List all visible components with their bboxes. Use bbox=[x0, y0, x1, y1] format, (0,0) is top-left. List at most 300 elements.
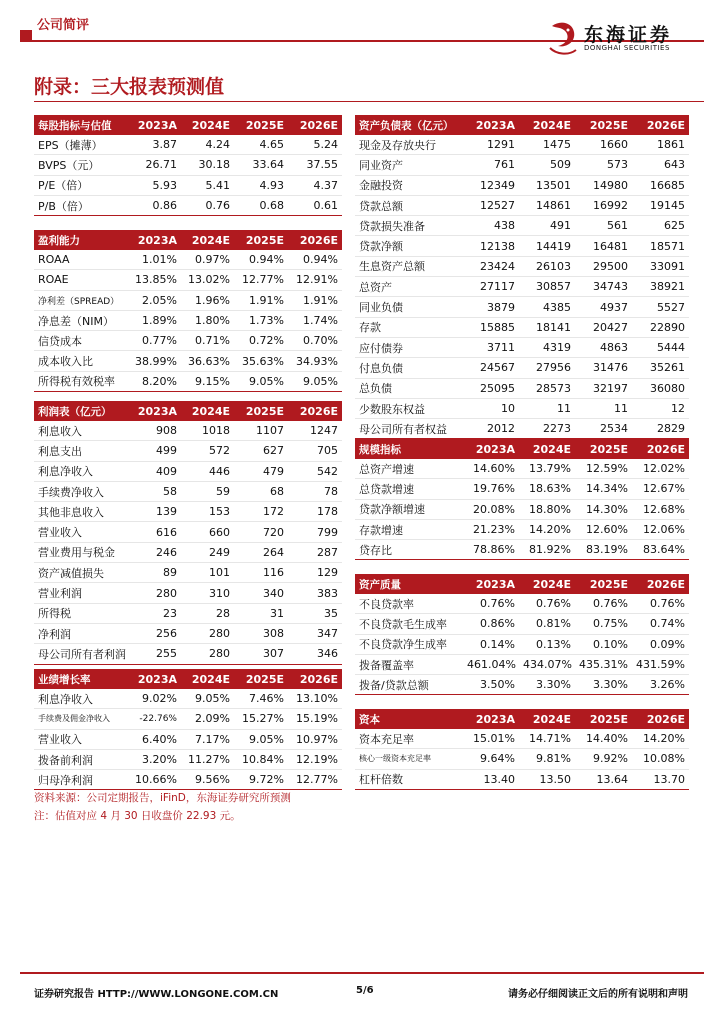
value-cell: 561 bbox=[575, 216, 632, 236]
table-header-row bbox=[355, 709, 689, 729]
table-row bbox=[34, 195, 342, 215]
year-header: 2023A bbox=[463, 709, 519, 729]
value-cell: 340 bbox=[234, 583, 288, 603]
value-cell: 616 bbox=[128, 522, 181, 542]
value-cell: 81.92% bbox=[519, 540, 575, 560]
value-cell: 2273 bbox=[519, 419, 575, 439]
table-row bbox=[355, 256, 689, 276]
value-cell: 21.23% bbox=[463, 519, 519, 539]
table-row bbox=[34, 310, 342, 330]
value-cell: 4.93 bbox=[234, 175, 288, 195]
value-cell: 59 bbox=[181, 481, 234, 501]
value-cell: 33091 bbox=[632, 256, 689, 276]
row-label: 归母净利润 bbox=[34, 770, 128, 790]
table-row bbox=[355, 216, 689, 236]
value-cell: 178 bbox=[288, 502, 342, 522]
value-cell: 12.19% bbox=[288, 749, 342, 769]
year-header: 2024E bbox=[181, 669, 234, 689]
value-cell: 3.20% bbox=[128, 749, 181, 769]
value-cell: 30857 bbox=[519, 277, 575, 297]
value-cell: 19.76% bbox=[463, 479, 519, 499]
table-row bbox=[355, 317, 689, 337]
value-cell: 12.77% bbox=[234, 270, 288, 290]
row-label: 利息收入 bbox=[34, 421, 128, 441]
value-cell: 0.70% bbox=[288, 331, 342, 351]
year-header: 2023A bbox=[128, 669, 181, 689]
row-label: 信贷成本 bbox=[34, 331, 128, 351]
value-cell: 16481 bbox=[575, 236, 632, 256]
value-cell: 255 bbox=[128, 644, 181, 664]
row-label: 总资产增速 bbox=[355, 459, 463, 479]
table-row bbox=[355, 175, 689, 195]
value-cell: 14980 bbox=[575, 175, 632, 195]
value-cell: 5444 bbox=[632, 337, 689, 357]
value-cell: 0.10% bbox=[575, 634, 632, 654]
value-cell: 16685 bbox=[632, 175, 689, 195]
row-label: 拨备前利润 bbox=[34, 749, 128, 769]
row-label: EPS（摊薄） bbox=[34, 135, 128, 155]
value-cell: 6.40% bbox=[128, 729, 181, 749]
value-cell: 0.81% bbox=[519, 614, 575, 634]
value-cell: 27956 bbox=[519, 358, 575, 378]
year-header: 2023A bbox=[463, 439, 519, 459]
table-row bbox=[355, 729, 689, 749]
table-row bbox=[355, 614, 689, 634]
value-cell: 4.37 bbox=[288, 175, 342, 195]
row-label: 净利差（SPREAD） bbox=[34, 290, 128, 310]
row-label: 利息净收入 bbox=[34, 689, 128, 709]
value-cell: 9.05% bbox=[234, 729, 288, 749]
value-cell: 12.67% bbox=[632, 479, 689, 499]
value-cell: 15.01% bbox=[463, 729, 519, 749]
value-cell: 12138 bbox=[463, 236, 519, 256]
value-cell: 18141 bbox=[519, 317, 575, 337]
logo-text-en: DONGHAI SECURITIES bbox=[584, 44, 670, 52]
table-row bbox=[355, 749, 689, 769]
value-cell: 7.46% bbox=[234, 689, 288, 709]
value-cell: 4.24 bbox=[181, 135, 234, 155]
value-cell: 12.59% bbox=[575, 459, 632, 479]
value-cell: 12.60% bbox=[575, 519, 632, 539]
value-cell: 625 bbox=[632, 216, 689, 236]
value-cell: 2.05% bbox=[128, 290, 181, 310]
value-cell: 1018 bbox=[181, 421, 234, 441]
value-cell: 30.18 bbox=[181, 155, 234, 175]
value-cell: 14.20% bbox=[519, 519, 575, 539]
row-label: 所得税有效税率 bbox=[34, 371, 128, 391]
value-cell: 0.72% bbox=[234, 331, 288, 351]
value-cell: 13.10% bbox=[288, 689, 342, 709]
row-label: 总资产 bbox=[355, 277, 463, 297]
table-row bbox=[355, 540, 689, 560]
value-cell: 1.80% bbox=[181, 310, 234, 330]
value-cell: 287 bbox=[288, 542, 342, 562]
valuation-note: 注：估值对应 4 月 30 日收盘价 22.93 元。 bbox=[34, 810, 241, 822]
row-label: 应付债券 bbox=[355, 337, 463, 357]
row-label: 利息净收入 bbox=[34, 461, 128, 481]
table-header-row bbox=[355, 574, 689, 594]
table-row bbox=[34, 270, 342, 290]
table-row bbox=[34, 421, 342, 441]
value-cell: 27117 bbox=[463, 277, 519, 297]
table-row bbox=[34, 290, 342, 310]
value-cell: 409 bbox=[128, 461, 181, 481]
row-label: 营业收入 bbox=[34, 729, 128, 749]
value-cell: 25095 bbox=[463, 378, 519, 398]
value-cell: 58 bbox=[128, 481, 181, 501]
value-cell: 572 bbox=[181, 441, 234, 461]
header-section-label: 公司简评 bbox=[37, 18, 90, 33]
value-cell: 0.86 bbox=[128, 195, 181, 215]
value-cell: 5.24 bbox=[288, 135, 342, 155]
value-cell: 0.94% bbox=[288, 250, 342, 270]
value-cell: 14.34% bbox=[575, 479, 632, 499]
value-cell: 346 bbox=[288, 644, 342, 664]
row-label: 同业资产 bbox=[355, 155, 463, 175]
value-cell: 4319 bbox=[519, 337, 575, 357]
value-cell: 246 bbox=[128, 542, 181, 562]
value-cell: 19145 bbox=[632, 195, 689, 215]
value-cell: 13.40 bbox=[463, 769, 519, 789]
year-header: 2026E bbox=[632, 439, 689, 459]
table-row bbox=[34, 371, 342, 391]
year-header: 2024E bbox=[519, 574, 575, 594]
table-header-row bbox=[34, 669, 342, 689]
value-cell: 14.30% bbox=[575, 499, 632, 519]
value-cell: 280 bbox=[128, 583, 181, 603]
row-label: 同业负债 bbox=[355, 297, 463, 317]
value-cell: 0.74% bbox=[632, 614, 689, 634]
row-label: 不良贷款净生成率 bbox=[355, 634, 463, 654]
table-row bbox=[34, 729, 342, 749]
value-cell: 310 bbox=[181, 583, 234, 603]
value-cell: 280 bbox=[181, 623, 234, 643]
table-header-row bbox=[355, 439, 689, 459]
table-title: 业绩增长率 bbox=[34, 669, 128, 689]
year-header: 2024E bbox=[519, 115, 575, 135]
value-cell: 0.76% bbox=[575, 594, 632, 614]
value-cell: 18.80% bbox=[519, 499, 575, 519]
row-label: 营业收入 bbox=[34, 522, 128, 542]
value-cell: 83.19% bbox=[575, 540, 632, 560]
value-cell: 153 bbox=[181, 502, 234, 522]
value-cell: 10.66% bbox=[128, 770, 181, 790]
table-header-row bbox=[34, 115, 342, 135]
value-cell: 446 bbox=[181, 461, 234, 481]
value-cell: 13.50 bbox=[519, 769, 575, 789]
value-cell: 38.99% bbox=[128, 351, 181, 371]
value-cell: 12 bbox=[632, 398, 689, 418]
table-title: 盈利能力 bbox=[34, 230, 128, 250]
value-cell: 35261 bbox=[632, 358, 689, 378]
value-cell: 16992 bbox=[575, 195, 632, 215]
value-cell: 14.60% bbox=[463, 459, 519, 479]
table-row bbox=[355, 499, 689, 519]
year-header: 2024E bbox=[519, 709, 575, 729]
table-row bbox=[355, 594, 689, 614]
year-header: 2025E bbox=[575, 439, 632, 459]
value-cell: 10.08% bbox=[632, 749, 689, 769]
row-label: 拨备/贷款总额 bbox=[355, 675, 463, 695]
value-cell: 5.41 bbox=[181, 175, 234, 195]
value-cell: 0.97% bbox=[181, 250, 234, 270]
value-cell: 32197 bbox=[575, 378, 632, 398]
year-header: 2023A bbox=[128, 401, 181, 421]
value-cell: 12.77% bbox=[288, 770, 342, 790]
row-label: 总负债 bbox=[355, 378, 463, 398]
footer-left: 证券研究报告 HTTP://WWW.LONGONE.COM.CN bbox=[34, 989, 279, 1000]
company-logo bbox=[546, 18, 706, 64]
value-cell: 643 bbox=[632, 155, 689, 175]
row-label: 不良贷款毛生成率 bbox=[355, 614, 463, 634]
value-cell: 20427 bbox=[575, 317, 632, 337]
year-header: 2025E bbox=[234, 230, 288, 250]
table-row bbox=[355, 337, 689, 357]
value-cell: 9.15% bbox=[181, 371, 234, 391]
year-header: 2026E bbox=[288, 115, 342, 135]
table-row bbox=[34, 542, 342, 562]
value-cell: 0.77% bbox=[128, 331, 181, 351]
value-cell: 1.91% bbox=[234, 290, 288, 310]
year-header: 2026E bbox=[288, 669, 342, 689]
value-cell: 0.61 bbox=[288, 195, 342, 215]
value-cell: 2.09% bbox=[181, 709, 234, 729]
value-cell: 1.01% bbox=[128, 250, 181, 270]
value-cell: 3879 bbox=[463, 297, 519, 317]
table-row bbox=[355, 195, 689, 215]
value-cell: 4.65 bbox=[234, 135, 288, 155]
row-label: 其他非息收入 bbox=[34, 502, 128, 522]
value-cell: 1.74% bbox=[288, 310, 342, 330]
value-cell: 10.97% bbox=[288, 729, 342, 749]
footer-divider bbox=[20, 972, 704, 974]
source-note: 资料来源：公司定期报告，iFinD，东海证券研究所预测 bbox=[34, 792, 291, 804]
row-label: ROAE bbox=[34, 270, 128, 290]
value-cell: -22.76% bbox=[128, 709, 181, 729]
value-cell: 8.20% bbox=[128, 371, 181, 391]
value-cell: 9.92% bbox=[575, 749, 632, 769]
table-capital bbox=[355, 709, 689, 790]
value-cell: 461.04% bbox=[463, 654, 519, 674]
table-row bbox=[34, 522, 342, 542]
year-header: 2025E bbox=[234, 115, 288, 135]
table-row bbox=[355, 155, 689, 175]
row-label: 杠杆倍数 bbox=[355, 769, 463, 789]
value-cell: 29500 bbox=[575, 256, 632, 276]
table-row bbox=[355, 378, 689, 398]
year-header: 2023A bbox=[463, 115, 519, 135]
row-label: 贷款总额 bbox=[355, 195, 463, 215]
value-cell: 438 bbox=[463, 216, 519, 236]
value-cell: 83.64% bbox=[632, 540, 689, 560]
year-header: 2024E bbox=[181, 115, 234, 135]
value-cell: 9.64% bbox=[463, 749, 519, 769]
year-header: 2026E bbox=[288, 230, 342, 250]
value-cell: 34.93% bbox=[288, 351, 342, 371]
value-cell: 2829 bbox=[632, 419, 689, 439]
row-label: 净利润 bbox=[34, 623, 128, 643]
table-row bbox=[355, 769, 689, 789]
row-label: 手续费净收入 bbox=[34, 481, 128, 501]
value-cell: 15.19% bbox=[288, 709, 342, 729]
table-row bbox=[355, 459, 689, 479]
value-cell: 1.73% bbox=[234, 310, 288, 330]
value-cell: 172 bbox=[234, 502, 288, 522]
value-cell: 11 bbox=[575, 398, 632, 418]
row-label: 贷款净额 bbox=[355, 236, 463, 256]
value-cell: 9.56% bbox=[181, 770, 234, 790]
value-cell: 38921 bbox=[632, 277, 689, 297]
value-cell: 9.81% bbox=[519, 749, 575, 769]
value-cell: 33.64 bbox=[234, 155, 288, 175]
row-label: ROAA bbox=[34, 250, 128, 270]
value-cell: 14.40% bbox=[575, 729, 632, 749]
value-cell: 10 bbox=[463, 398, 519, 418]
table-row bbox=[34, 461, 342, 481]
value-cell: 3.30% bbox=[575, 675, 632, 695]
value-cell: 5.93 bbox=[128, 175, 181, 195]
value-cell: 116 bbox=[234, 563, 288, 583]
value-cell: 78 bbox=[288, 481, 342, 501]
table-profitability bbox=[34, 230, 342, 392]
value-cell: 627 bbox=[234, 441, 288, 461]
value-cell: 720 bbox=[234, 522, 288, 542]
value-cell: 31476 bbox=[575, 358, 632, 378]
table-row bbox=[355, 675, 689, 695]
value-cell: 18.63% bbox=[519, 479, 575, 499]
year-header: 2024E bbox=[181, 401, 234, 421]
value-cell: 14.71% bbox=[519, 729, 575, 749]
table-row bbox=[355, 277, 689, 297]
value-cell: 761 bbox=[463, 155, 519, 175]
value-cell: 0.94% bbox=[234, 250, 288, 270]
value-cell: 4937 bbox=[575, 297, 632, 317]
value-cell: 14419 bbox=[519, 236, 575, 256]
value-cell: 9.72% bbox=[234, 770, 288, 790]
value-cell: 1660 bbox=[575, 135, 632, 155]
value-cell: 12.68% bbox=[632, 499, 689, 519]
table-row bbox=[34, 441, 342, 461]
value-cell: 1475 bbox=[519, 135, 575, 155]
value-cell: 0.76 bbox=[181, 195, 234, 215]
value-cell: 28 bbox=[181, 603, 234, 623]
value-cell: 37.55 bbox=[288, 155, 342, 175]
value-cell: 0.68 bbox=[234, 195, 288, 215]
value-cell: 280 bbox=[181, 644, 234, 664]
value-cell: 0.14% bbox=[463, 634, 519, 654]
table-row bbox=[34, 135, 342, 155]
row-label: 贷存比 bbox=[355, 540, 463, 560]
table-row bbox=[34, 481, 342, 501]
year-header: 2024E bbox=[181, 230, 234, 250]
row-label: 营业利润 bbox=[34, 583, 128, 603]
value-cell: 434.07% bbox=[519, 654, 575, 674]
row-label: 手续费及佣金净收入 bbox=[34, 709, 128, 729]
value-cell: 2012 bbox=[463, 419, 519, 439]
value-cell: 383 bbox=[288, 583, 342, 603]
footer-disclaimer: 请务必仔细阅读正文后的所有说明和声明 bbox=[508, 989, 688, 1000]
value-cell: 0.86% bbox=[463, 614, 519, 634]
dragon-logo-icon bbox=[546, 18, 580, 58]
value-cell: 129 bbox=[288, 563, 342, 583]
value-cell: 13.79% bbox=[519, 459, 575, 479]
value-cell: 0.09% bbox=[632, 634, 689, 654]
row-label: 成本收入比 bbox=[34, 351, 128, 371]
table-row bbox=[355, 297, 689, 317]
value-cell: 9.05% bbox=[181, 689, 234, 709]
value-cell: 11.27% bbox=[181, 749, 234, 769]
table-row bbox=[34, 623, 342, 643]
table-row bbox=[34, 331, 342, 351]
value-cell: 13.64 bbox=[575, 769, 632, 789]
value-cell: 264 bbox=[234, 542, 288, 562]
value-cell: 1291 bbox=[463, 135, 519, 155]
value-cell: 431.59% bbox=[632, 654, 689, 674]
value-cell: 31 bbox=[234, 603, 288, 623]
table-row bbox=[355, 519, 689, 539]
row-label: 现金及存放央行 bbox=[355, 135, 463, 155]
value-cell: 12349 bbox=[463, 175, 519, 195]
value-cell: 542 bbox=[288, 461, 342, 481]
row-label: 母公司所有者利润 bbox=[34, 644, 128, 664]
value-cell: 18571 bbox=[632, 236, 689, 256]
value-cell: 307 bbox=[234, 644, 288, 664]
value-cell: 1247 bbox=[288, 421, 342, 441]
title-divider bbox=[34, 101, 704, 102]
value-cell: 5527 bbox=[632, 297, 689, 317]
value-cell: 78.86% bbox=[463, 540, 519, 560]
table-title: 利润表（亿元） bbox=[34, 401, 128, 421]
year-header: 2026E bbox=[632, 115, 689, 135]
table-row bbox=[355, 654, 689, 674]
row-label: BVPS（元） bbox=[34, 155, 128, 175]
value-cell: 22890 bbox=[632, 317, 689, 337]
table-header-row bbox=[355, 115, 689, 135]
value-cell: 36.63% bbox=[181, 351, 234, 371]
value-cell: 15.27% bbox=[234, 709, 288, 729]
value-cell: 14861 bbox=[519, 195, 575, 215]
value-cell: 12527 bbox=[463, 195, 519, 215]
table-title: 每股指标与估值 bbox=[34, 115, 128, 135]
table-per-share-valuation bbox=[34, 115, 342, 216]
value-cell: 573 bbox=[575, 155, 632, 175]
row-label: 不良贷款率 bbox=[355, 594, 463, 614]
row-label: 金融投资 bbox=[355, 175, 463, 195]
value-cell: 12.91% bbox=[288, 270, 342, 290]
year-header: 2023A bbox=[128, 115, 181, 135]
table-row bbox=[34, 502, 342, 522]
table-row bbox=[34, 709, 342, 729]
value-cell: 1.89% bbox=[128, 310, 181, 330]
value-cell: 35 bbox=[288, 603, 342, 623]
row-label: 核心一级资本充足率 bbox=[355, 749, 463, 769]
table-title: 资产质量 bbox=[355, 574, 463, 594]
value-cell: 7.17% bbox=[181, 729, 234, 749]
value-cell: 0.76% bbox=[519, 594, 575, 614]
value-cell: 660 bbox=[181, 522, 234, 542]
value-cell: 35.63% bbox=[234, 351, 288, 371]
table-row bbox=[355, 236, 689, 256]
value-cell: 12.02% bbox=[632, 459, 689, 479]
value-cell: 3711 bbox=[463, 337, 519, 357]
value-cell: 308 bbox=[234, 623, 288, 643]
table-row bbox=[34, 155, 342, 175]
value-cell: 13501 bbox=[519, 175, 575, 195]
value-cell: 0.76% bbox=[463, 594, 519, 614]
year-header: 2026E bbox=[632, 574, 689, 594]
row-label: 贷款损失准备 bbox=[355, 216, 463, 236]
value-cell: 23424 bbox=[463, 256, 519, 276]
